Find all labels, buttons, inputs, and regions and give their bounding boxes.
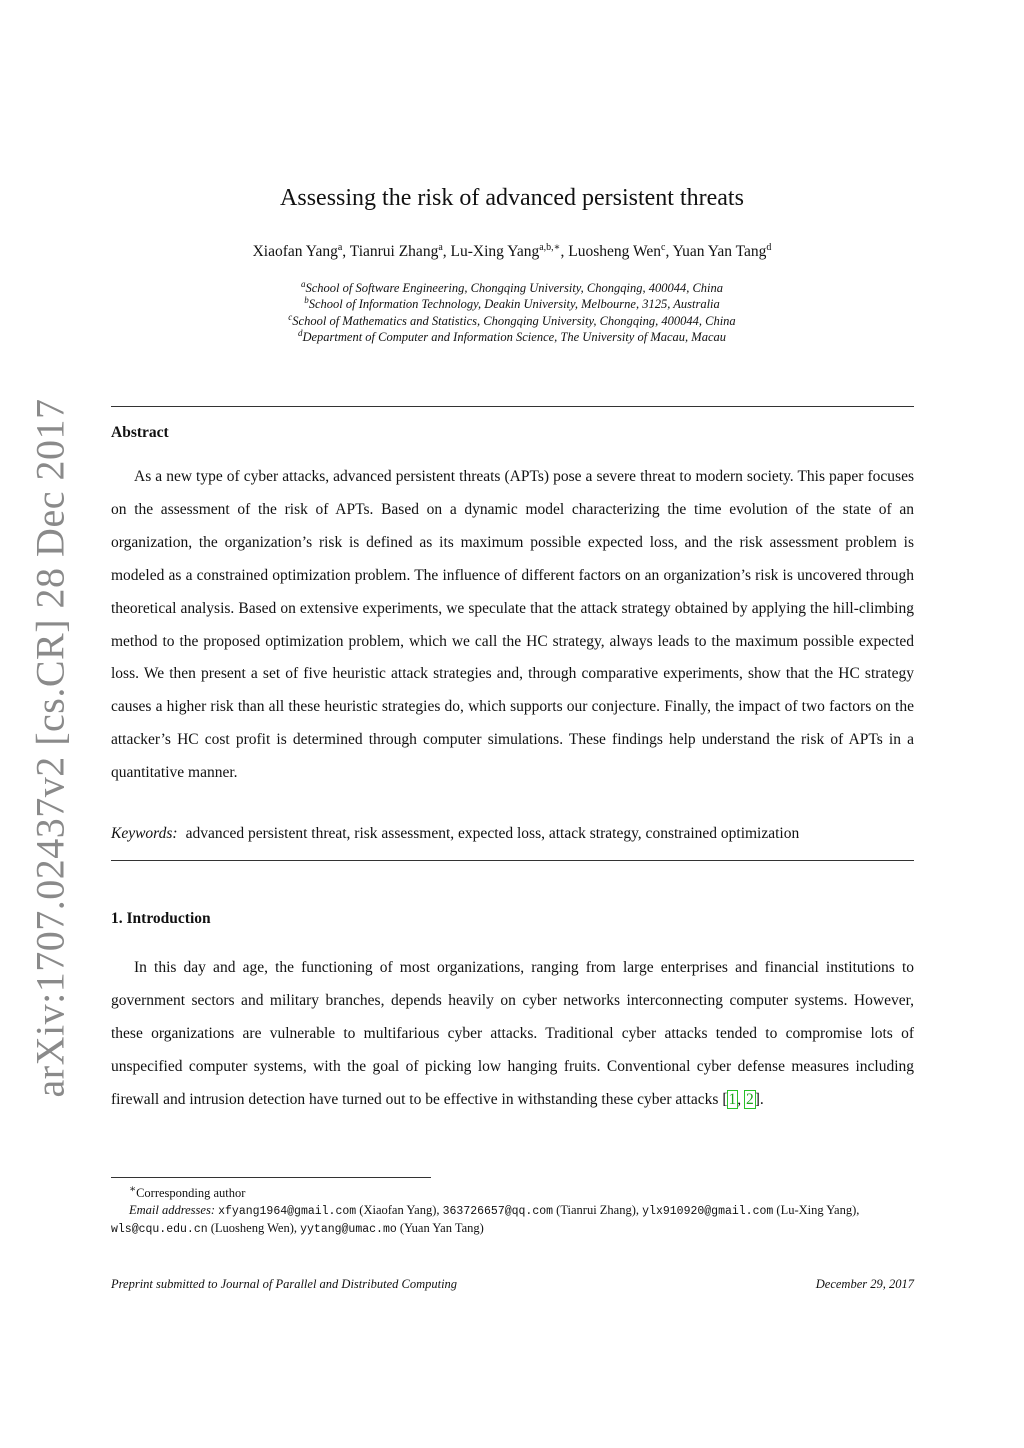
keywords-text: advanced persistent threat, risk assessment, expected loss, attack strategy, constrained optimization xyxy=(185,825,800,842)
affiliation-line xyxy=(0,297,1024,312)
abstract-bottom-rule xyxy=(111,860,914,861)
email-label: Email addresses: xyxy=(129,1202,215,1217)
author-affiliation-mark: d xyxy=(766,242,772,253)
email-address[interactable]: 363726657@qq.com xyxy=(442,1204,554,1218)
author-affiliation-mark: a xyxy=(438,242,443,253)
email-owner: (Lu-Xing Yang) xyxy=(776,1202,857,1217)
affiliation-line xyxy=(0,281,1024,296)
corresponding-author-note xyxy=(111,1182,914,1202)
abstract-text: As a new type of cyber attacks, advanced persistent threats (APTs) pose a severe threat to modern society. This paper focuses on the assessment of the risk of APTs. Based on a dynamic model characterizing the time evolution of the state of an organization, the organization’s risk is defined as its maximum possible expected loss, and the risk assessment problem is modeled as a constrained optimization problem. The influence of different factors on an organization’s risk is uncovered through theoretical analysis. Based on extensive experiments, we speculate that the attack strategy obtained by applying the hill-climbing method to the proposed optimization problem, which we call the HC strategy, always leads to the maximum possible expected loss. We then present a set of five heuristic attack strategies and, through comparative experiments, show that the HC strategy causes a higher risk than all these heuristic strategies do, which supports our conjecture. Finally, the impact of two factors on the attacker’s HC cost profit is determined through computer simulations. These findings help understand the risk of APTs in a quantitative manner. xyxy=(111,468,914,782)
affiliation-mark: c xyxy=(288,312,293,322)
email-owner: (Luosheng Wen) xyxy=(210,1221,294,1236)
introduction-text: In this day and age, the functioning of most organizations, ranging from large enterprises and financial institutions to government sectors and military branches, depends heavily on cyber networks interconnecting computer systems. However, these organizations are vulnerable to multifarious cyber attacks. Traditional cyber attacks tended to compromise lots of unspecified computer systems, with the goal of picking low hanging fruits. Conventional cyber defense measures including firewall and intrusion detection have turned out to be effective in withstanding these cyber attacks xyxy=(111,959,914,1108)
email-owner: (Xiaofan Yang) xyxy=(359,1202,437,1217)
author-affiliation-mark: c xyxy=(660,242,666,253)
affiliation-mark: a xyxy=(300,279,306,289)
email-address[interactable]: wls@cqu.edu.cn xyxy=(111,1223,208,1237)
paper-title: Assessing the risk of advanced persistent threats xyxy=(280,185,744,211)
author-name: Lu-Xing Yang xyxy=(450,243,540,260)
keywords-line xyxy=(111,825,799,843)
keywords-label: Keywords: xyxy=(111,825,178,842)
author-affiliation-mark: a,b,∗ xyxy=(539,242,561,253)
affiliation-line xyxy=(0,330,1024,345)
footnote-rule xyxy=(111,1177,431,1178)
introduction-paragraph xyxy=(111,952,914,1117)
author-name: Yuan Yan Tang xyxy=(672,243,767,260)
footnote xyxy=(111,1182,914,1239)
author-affiliation-mark: a xyxy=(337,242,343,253)
affiliation-mark: b xyxy=(304,295,309,305)
email-owner: (Yuan Yan Tang) xyxy=(399,1221,484,1236)
arxiv-identifier-stamp: arXiv:1707.02437v2 [cs.CR] 28 Dec 2017 xyxy=(27,398,73,1098)
citation-group: [1, 2]. xyxy=(722,1090,764,1108)
affiliation-line xyxy=(0,314,1024,329)
email-addresses: Email addresses: xfyang1964@gmail.com (Xiaofan Yang), 363726657@qq.com (Tianrui Zhang), ylx910920@gmail.com (Lu-Xing Yang), wls@cqu.edu.cn (Luosheng Wen), yytang@umac.mo (Yuan Yan Tang) xyxy=(111,1202,860,1237)
citation-link[interactable]: 2 xyxy=(746,1090,754,1108)
footer-journal: Preprint submitted to Journal of Parallel and Distributed Computing xyxy=(111,1277,458,1291)
abstract-body xyxy=(111,461,914,790)
abstract-heading: Abstract xyxy=(111,424,169,441)
affiliation-text: School of Information Technology, Deakin University, Melbourne, 3125, Australia xyxy=(308,297,720,311)
citation-link[interactable]: 1 xyxy=(728,1090,737,1108)
author-name: Luosheng Wen xyxy=(568,243,661,260)
corresponding-author-text: Corresponding author xyxy=(136,1186,246,1201)
section-heading-introduction: 1. Introduction xyxy=(111,910,211,927)
abstract-top-rule xyxy=(111,406,914,407)
author-name: Xiaofan Yang xyxy=(252,243,338,260)
footnote-mark: ∗ xyxy=(129,1184,137,1195)
affiliation-text: School of Mathematics and Statistics, Chongqing University, Chongqing, 400044, China xyxy=(292,314,736,328)
author-list: Xiaofan Yang$^a$, Tianrui Zhang$^a$, Lu-Xing Yang$^{a,b,∗}$, Luosheng Wen$^c$, Yuan Yan Tang$^d$ xyxy=(252,242,772,260)
affiliation-text: Department of Computer and Information Science, The University of Macau, Macau xyxy=(302,330,727,344)
email-address[interactable]: ylx910920@gmail.com xyxy=(642,1204,774,1218)
affiliation-mark: d xyxy=(297,328,303,338)
affiliation-text: School of Software Engineering, Chongqing University, Chongqing, 400044, China xyxy=(305,281,724,295)
email-address[interactable]: yytang@umac.mo xyxy=(300,1223,397,1237)
author-name: Tianrui Zhang xyxy=(349,243,439,260)
footer-date: December 29, 2017 xyxy=(815,1277,914,1291)
email-owner: (Tianrui Zhang) xyxy=(556,1202,636,1217)
email-address[interactable]: xfyang1964@gmail.com xyxy=(218,1204,357,1218)
